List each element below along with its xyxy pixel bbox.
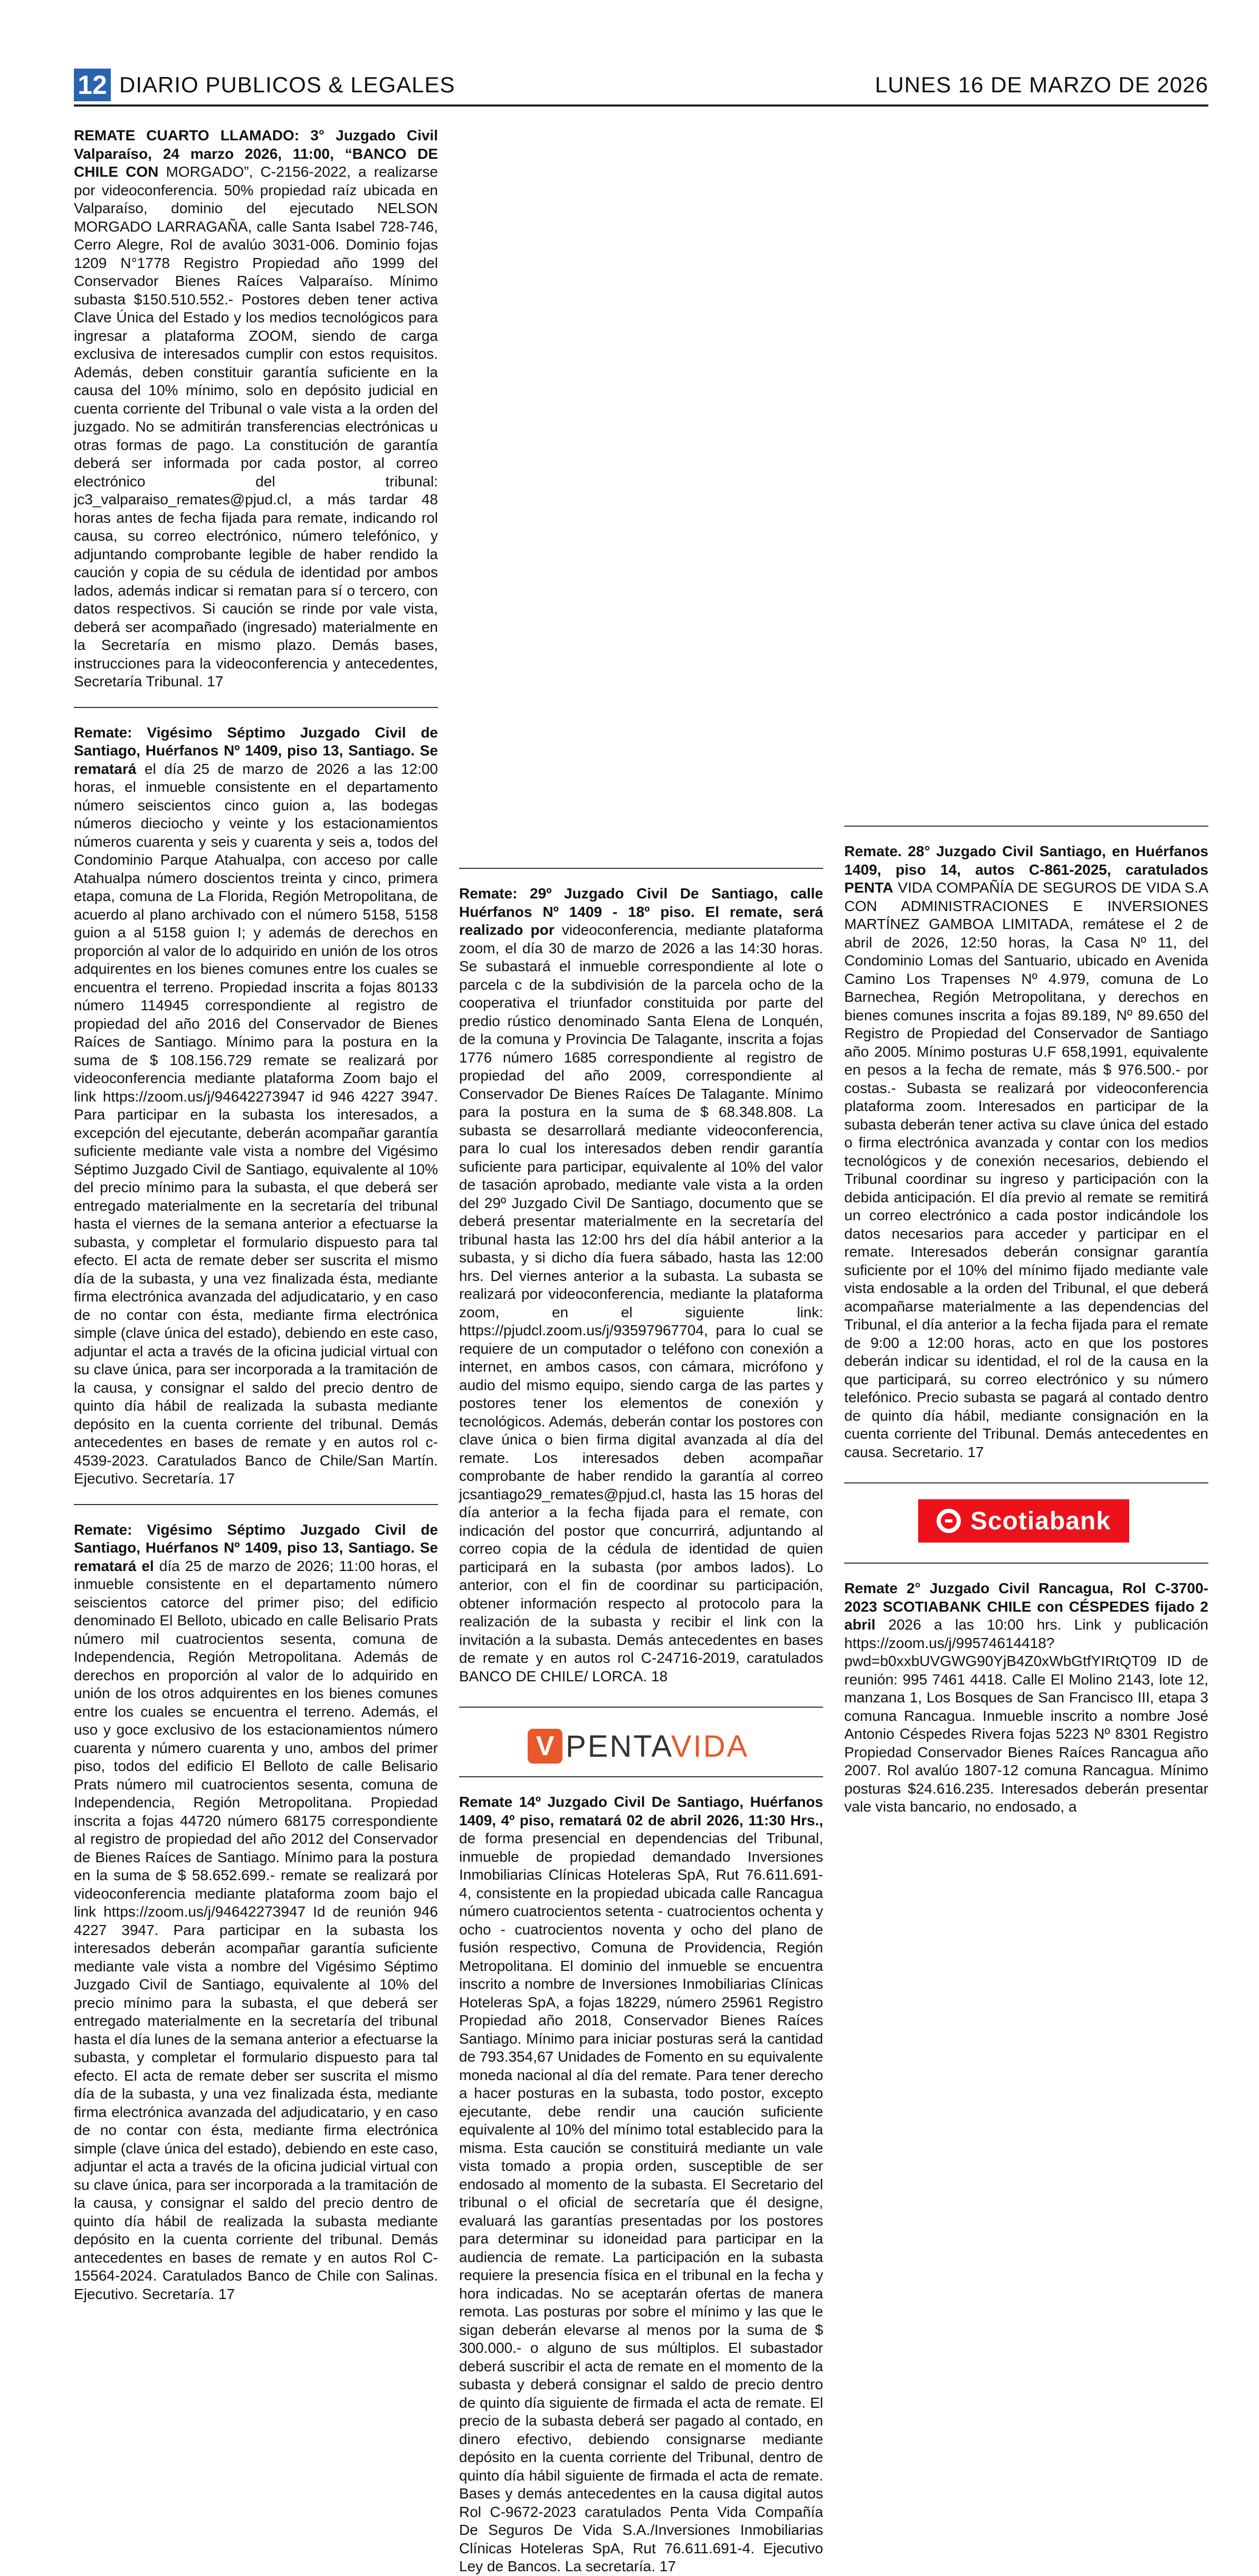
notice-remate-28-juzgado-lo-barnechea — [844, 842, 1208, 1461]
penta-vida-ad — [459, 1708, 823, 1766]
page-number: 12 — [74, 69, 111, 101]
notice-body: VIDA COMPAÑÍA DE SEGUROS DE VIDA S.A CON ADMINISTRACIONES E INVERSIONES MARTÍNEZ GAMBOA LIMITADA, remátese el 2 de abril de 2026, 12:50 horas, la Casa Nº 11, del Condominio Lomas del Santuario, ubicado en Avenida Camino Los Trapenses Nº 4.979, comuna de Lo Barnechea, Región Metropolitana, y derechos en bienes comunes inscrita a fojas 89.189, Nº 89.650 del Registro de Propiedad del Conservador de Santiago año 2005. Mínimo posturas U.F 658,1991, equivalente en pesos a la fecha de remate, más $ 976.500.- por costas.- Subasta se realizará por videoconferencia plataforma zoom. Interesados en participar de la subasta deberán tener activa su clave única del estado o firma electrónica avanzada y contar con los medios tecnológicos y de conexión necesarios, debiendo el Tribunal coordinar su ingreso y participación con la debida anticipación. El día previo al remate se remitirá un correo electrónico a cada postor indicándole los datos necesarios para acceder y participar en el remate. Interesados deberán consignar garantía suficiente por el 10% del mínimo fijado mediante vale vista endosable a la orden del Tribunal, el que deberá acompañarse materialmente a las dependencias del Tribunal, el día anterior a la fecha fijada para el remate de 9:00 a 12:00 horas, acto en que los postores deberán indicar su identidad, el rol de la causa en la que participará, su correo electrónico y su número telefónico. Precio subasta se pagará al contado dentro de quinto día hábil, mediante consignación en la cuenta corriente del Tribunal. Demás antecedentes en causa. Secretario. 17 — [844, 879, 1208, 1460]
penta-v-icon: V — [528, 1729, 562, 1764]
notice-title: Remate 2° Juzgado Civil Rancagua, Rol C-3700-2023 SCOTIABANK CHILE con CÉSPEDES fijado 2 abril — [844, 1580, 1208, 1633]
notice-title: Remate: 29º Juzgado Civil De Santiago, calle Huérfanos Nº 1409 - 18º piso. El remate, será realizado por — [459, 885, 823, 938]
notice-continuation-spacer — [844, 127, 1208, 810]
scotiabank-ad — [844, 1483, 1208, 1557]
issue-date: LUNES 16 DE MARZO DE 2026 — [875, 72, 1208, 97]
paper-name: DIARIO PUBLICOS & LEGALES — [119, 72, 455, 97]
notice-title: Remate 14º Juzgado Civil De Santiago, Huérfanos 1409, 4º piso, rematará 02 de abril 2026, 11:30 Hrs., — [459, 1794, 823, 1828]
notice-remate-valparaiso — [74, 127, 438, 691]
notice-body: MORGADO”, C-2156-2022, a realizarse por videoconferencia. 50% propiedad raíz ubicada en Valparaíso, dominio del ejecutado NELSON MORGADO LARRAGAÑA, calle Santa Isabel 728-746, Cerro Alegre, Rol de avalúo 3031-006. Dominio fojas 1209 N°1778 Registro Propiedad año 1999 del Conservador Bienes Raíces Valparaíso. Mínimo subasta $150.510.552.- Postores deben tener activa Clave Única del Estado y los medios tecnológicos para ingresar a plataforma ZOOM, siendo de carga exclusiva de interesados cumplir con estos requisitos. Además, deben constituir garantía suficiente en la causa del 10% mínimo, solo en depósito judicial en cuenta corriente del Tribunal o vale vista a la orden del juzgado. No se admitirán transferencias electrónicas u otras formas de pago. La constitución de garantía deberá ser informada por cada postor, al correo electrónico del tribunal: jc3_valparaiso_remates@pjud.cl, a más tardar 48 horas antes de fecha fijada para remate, indicando rol causa, su correo electrónico, número telefónico, y adjuntando comprobante legible de haber rendido la caución y copia de su cédula de identidad por ambos lados, además indicar si rematan para sí o tercero, con datos respectivos. Si caución se rinde por vale vista, deberá ser acompañado (ingresado) materialmente en la Secretaría en mismo plazo. Demás bases, instrucciones para la videoconferencia y antecedentes, Secretaría Tribunal. 17 — [74, 164, 438, 690]
notice-remate-14-juzgado-providencia — [459, 1793, 823, 2576]
scotiabank-wordmark: Scotiabank — [970, 1507, 1111, 1535]
penta-word: PENTA — [566, 1729, 671, 1764]
notice-body: de forma presencial en dependencias del Tribunal, inmueble de propiedad demandado Inversiones Inmobiliarias Clínicas Hoteleras SpA, Rut 76.611.691-4, consistente en la propiedad ubicada calle Rancagua número cuatrocientos setenta - cuatrocientos ochenta y ocho - cuatrocientos noventa y ocho del plano de fusión respectivo, Comuna de Providencia, Región Metropolitana. El dominio del inmueble se encuentra inscrito a nombre de Inversiones Inmobiliarias Clínicas Hoteleras SpA, a fojas 18229, número 25961 Registro Propiedad año 2018, Conservador Bienes Raíces Santiago. Mínimo para iniciar posturas será la cantidad de 793.354,67 Unidades de Fomento en su equivalente moneda nacional al día del remate. Para tener derecho a hacer posturas en la subasta, todo postor, excepto ejecutante, debe rendir una caución suficiente equivalente al 10% del mínimo total establecido para la misma. Esta caución se constituirá mediante un vale vista tomado a propia orden, susceptible de ser endosado al momento de la subasta. El Secretario del tribunal o el oficial de secretaría que él designe, evaluará las garantías presentadas por los postores para determinar su idoneidad para participar en la audiencia de remate. La participación en la subasta requiere la presencia física en el tribunal en la fecha y hora indicadas. No se aceptarán ofertas de manera remota. Las posturas por sobre el mínimo y las que le sigan deberán elevarse al menos por la suma de $ 300.000.- o alguno de sus múltiplos. El subastador deberá suscribir el acta de remate en el momento de la subasta y deberá consignar el saldo de precio dentro de quinto día siguiente de firmada el acta de remate. El precio de la subasta deberá ser pagado al contado, en dinero efectivo, debiendo consignarse mediante depósito en la cuenta corriente del Tribunal, dentro de quinto día hábil siguiente de firmada el acta de remate. Bases y demás antecedentes en la causa digital autos Rol C-9672-2023 caratulados Penta Vida Compañía De Seguros De Vida S.A./Inversiones Inmobiliarias Clínicas Hoteleras SpA, Rut 76.611.691-4. Ejecutivo Ley de Bancos. La secretaría. 17 — [459, 1830, 823, 2574]
notice-body: el día 25 de marzo de 2026 a las 12:00 horas, el inmueble consistente en el departamento número seiscientos cinco guion a, las bodegas números dieciocho y veinte y los estacionamientos números cuarenta y seis y cuarenta y seis a, todos del Condominio Parque Atahualpa, con acceso por calle Atahualpa número doscientos treinta y cinco, primera etapa, comuna de La Florida, Región Metropolitana, de acuerdo al plano archivado con el número 5158, 5158 guion a al 5158 guion I; y además de derechos en proporción al valor de lo adquirido en unión de los otros adquirentes en los bienes comunes entre los cuales se encuentra el terreno. Propiedad inscrita a fojas 80133 número 114945 correspondiente al registro de propiedad del año 2016 del Conservador de Bienes Raíces de Santiago. Mínimo para la postura en la suma de $ 108.156.729 remate se realizará por videoconferencia mediante plataforma Zoom bajo el link https://zoom.us/j/94642273947 id 946 4227 3947. Para participar en la subasta los interesados, a excepción del ejecutante, deberán acompañar garantía suficiente mediante vale vista a nombre del Vigésimo Séptimo Juzgado Civil de Santiago, equivalente al 10% del precio mínimo para la subasta, el que deberá ser entregado materialmente en la secretaría del tribunal hasta el viernes de la semana anterior a efectuarse la subasta, y completar el formulario dispuesto para tal efecto. El acta de remate deber ser suscrita el mismo día de la subasta, y una vez finalizada ésta, mediante firma electrónica avanzada del adjudicatario, y en caso de no contar con ésta, mediante firma electrónica simple (clave única del estado), debiendo en este caso, adjuntar el acta a través de la oficina judicial virtual con su clave única, para ser incorporada a la tramitación de la causa, y consignar el saldo del precio dentro de quinto día hábil de realizada la subasta mediante depósito en la cuenta corriente del tribunal. Demás antecedentes en bases de remate y en autos rol c-4539-2023. Caratulados Banco de Chile/San Martín. Ejecutivo. Secretaría. 17 — [74, 760, 438, 1487]
notice-continuation-spacer — [459, 127, 823, 852]
notice-divider — [74, 707, 438, 708]
notice-remate-2-juzgado-rancagua — [844, 1579, 1208, 1816]
page-header — [74, 69, 1208, 101]
scotiabank-s-icon — [937, 1509, 961, 1533]
notice-divider — [844, 1563, 1208, 1564]
notice-title: REMATE CUARTO LLAMADO: 3° Juzgado Civil Valparaíso, 24 marzo 2026, 11:00, “BANCO DE CHILE CON — [74, 127, 438, 180]
column-1 — [74, 127, 438, 2302]
column-3 — [844, 127, 1208, 1841]
notice-title: Remate: Vigésimo Séptimo Juzgado Civil de Santiago, Huérfanos Nº 1409, piso 13, Santiago. Se rematará el — [74, 1521, 438, 1574]
notice-divider — [74, 1504, 438, 1505]
notice-title: Remate: Vigésimo Séptimo Juzgado Civil de Santiago, Huérfanos Nº 1409, piso 13, Santiago. Se rematará — [74, 724, 438, 777]
notice-divider — [459, 1776, 823, 1777]
notice-divider — [459, 868, 823, 869]
notice-body: 2026 a las 10:00 hrs. Link y publicación https://zoom.us/j/99574614418?pwd=b0xxbUVGWG90YjB4Z0xWbGtfYIRtQT09 ID de reunión: 995 7461 4418. Calle El Molino 2143, lote 12, manzana 1, Los Bosques de San Francisco III, etapa 3 comuna Rancagua. Inmueble inscrito a nombre José Antonio Céspedes Rivera fojas 5223 Nº 8301 Registro Propiedad Conservador Bienes Raíces Rancagua año 2007. Rol avalúo 1807-12 comuna Rancagua. Mínimo posturas $24.616.235. Interesados deberán presentar vale vista bancario, no endosado, a — [844, 1616, 1208, 1815]
vida-word: VIDA — [671, 1729, 749, 1764]
notice-remate-27-juzgado-independencia — [74, 1521, 438, 2304]
penta-vida-logo — [528, 1728, 749, 1765]
notice-remate-29-juzgado-talagante — [459, 885, 823, 1686]
scotiabank-logo — [918, 1499, 1129, 1543]
header-divider — [74, 104, 1208, 107]
notice-body: videoconferencia, mediante plataforma zoom, el día 30 de marzo de 2026 a las 14:30 horas. Se subastará el inmueble correspondiente al lote o parcela c de la subdivisión de la parcela ocho de la cooperativa el triunfador constituida por parte del predio rústico denominado Santa Elena de Lonquén, de la comuna y Provincia De Talagante, inscrita a fojas 1776 número 1685 correspondiente al registro de propiedad del año 2009, correspondiente al Conservador De Bienes Raíces De Talagante. Mínimo para la postura en la suma de $ 68.348.808. La subasta se desarrollará mediante videoconferencia, para lo cual los interesados deben rendir garantía suficiente para participar, equivalente al 10% del valor de tasación aprobado, mediante vale vista a la orden del 29º Juzgado Civil De Santiago, documento que se deberá presentar materialmente en la secretaría del tribunal hasta las 12:00 hrs del día hábil anterior a la subasta, y si dicho día fuera sábado, hasta las 12:00 hrs. Del viernes anterior a la subasta. La subasta se realizará por videoconferencia, mediante la plataforma zoom, en el siguiente link: https://pjudcl.zoom.us/j/93597967704, para lo cual se requiere de un computador o teléfono con conexión a internet, en ambos casos, con cámara, micrófono y audio del mismo equipo, siendo carga de las partes y postores tener los elementos de conexión y tecnológicos. Además, deberán contar los postores con clave única o bien firma digital avanzada al día del remate. Los interesados deben acompañar comprobante de haber rendido la garantía al correo jcsantiago29_remates@pjud.cl, hasta las 15 horas del día anterior a la fecha fijada para el remate, con indicación del postor que concurrirá, adjuntando al correo copia de la cédula de identidad de quien participará en la subasta (por ambos lados). Lo anterior, con el fin de coordinar su participación, obtener información respecto al protocolo para la realización de la subasta y recibir el link con la invitación a la subasta. Demás antecedentes en bases de remate y en autos rol C-24716-2019, caratulados BANCO DE CHILE/ LORCA. 18 — [459, 922, 823, 1684]
notice-body: día 25 de marzo de 2026; 11:00 horas, el inmueble consistente en el departamento número seiscientos catorce del primer piso; del edificio denominado El Belloto, ubicado en calle Belisario Prats número mil cuatrocientos sesenta, comuna de Independencia, Región Metropolitana. Además de derechos en proporción al valor de lo adquirido en unión de los otros adquirentes en los bienes comunes entre los cuales se encuentra el terreno. Además, el uso y goce exclusivo de los estacionamientos número cuarenta y número cuarenta y uno, ambos del primer piso, todos del edificio El Belloto de calle Belisario Prats número mil cuatrocientos sesenta, comuna de Independencia, Región Metropolitana. Propiedad inscrita a fojas 44720 número 68175 correspondiente al registro de propiedad del año 2012 del Conservador de Bienes Raíces de Santiago. Mínimo para la postura en la suma de $ 58.652.699.- remate se realizará por videoconferencia mediante plataforma zoom bajo el link https://zoom.us/j/94642273947 Id de reunión 946 4227 3947. Para participar en la subasta los interesados deberán acompañar garantía suficiente mediante vale vista a nombre del Vigésimo Séptimo Juzgado Civil de Santiago, equivalente al 10% del precio mínimo para la subasta, el que deberá ser entregado materialmente en la secretaría del tribunal hasta el día lunes de la semana anterior a efectuarse la subasta, y completar el formulario dispuesto para tal efecto. El acta de remate deber ser suscrita el mismo día de la subasta, y una vez finalizada ésta, mediante firma electrónica avanzada del adjudicatario, y en caso de no contar con ésta, mediante firma electrónica simple (clave única del estado), debiendo en este caso, adjuntar el acta a través de la oficina judicial virtual con su clave única, para ser incorporada a la tramitación de la causa, y consignar el saldo del precio dentro de quinto día hábil de realizada la subasta mediante depósito en la cuenta corriente del tribunal. Demás antecedentes en bases de remate y en autos Rol C-15564-2024. Caratulados Banco de Chile con Salinas. Ejecutivo. Secretaría. 17 — [74, 1557, 438, 2302]
column-2 — [459, 127, 823, 2574]
notice-divider — [844, 826, 1208, 827]
notice-title: Remate. 28° Juzgado Civil Santiago, en Huérfanos 1409, piso 14, autos C-861-2025, caratulados PENTA — [844, 843, 1208, 896]
notice-remate-27-juzgado-la-florida — [74, 724, 438, 1488]
